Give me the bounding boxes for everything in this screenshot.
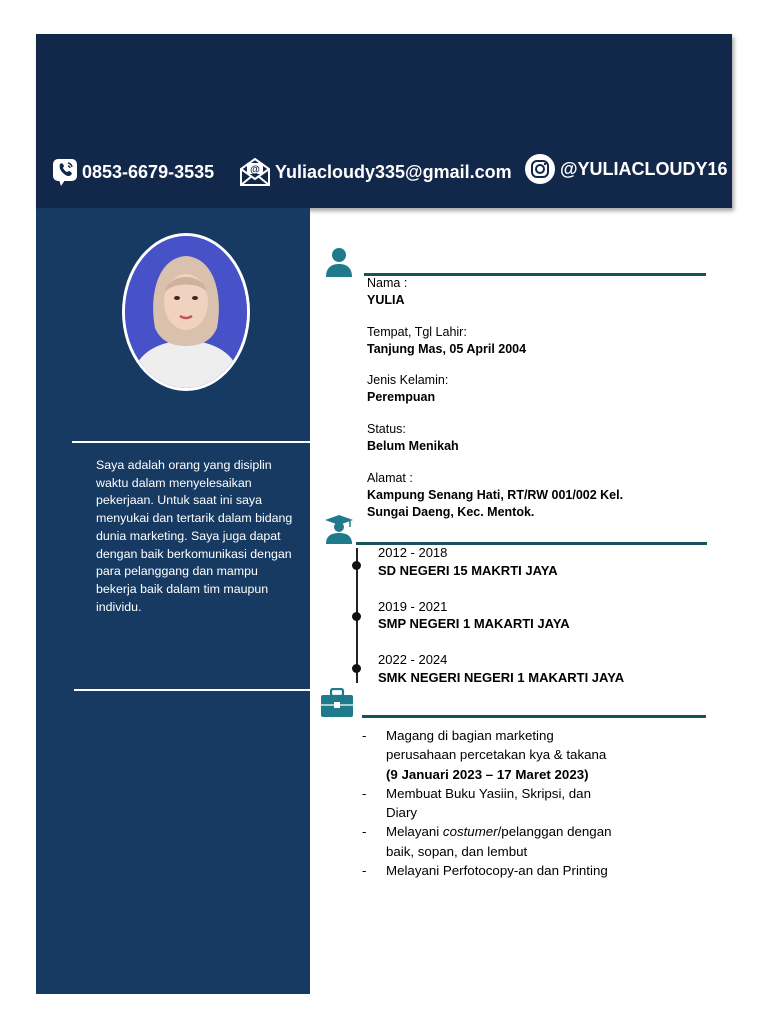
experience-item-3-post: /pelanggan dengan baik, sopan, dan lembut bbox=[386, 824, 612, 859]
about-text: Saya adalah orang yang disiplin waktu dalam menyelesaikan pekerjaan. Untuk saat ini saya menyukai dan tertarik dalam bidang dunia marketing. Saya juga dapat dengan baik berkomunikasi dengan para pelanggang dan mampu bekerja baik dalam tim maupun individu. bbox=[96, 458, 293, 614]
birth-label: Tempat, Tgl Lahir: bbox=[367, 325, 467, 339]
personal-section-line bbox=[364, 273, 706, 276]
list-dash: - bbox=[362, 728, 367, 743]
list-item bbox=[362, 822, 652, 861]
gender-value: Perempuan bbox=[367, 390, 436, 404]
address-line-1: Kampung Senang Hati, RT/RW 001/002 Kel. bbox=[367, 488, 624, 502]
timeline-dot bbox=[352, 612, 361, 621]
briefcase-icon bbox=[320, 688, 354, 718]
experience-item-3-italic: costumer bbox=[442, 824, 498, 840]
experience-item-2: Membuat Buku Yasiin, Skripsi, dan Diary bbox=[386, 785, 591, 821]
list-dash: - bbox=[362, 863, 367, 879]
instagram-handle[interactable]: @YULIACLOUDY16 bbox=[560, 158, 728, 179]
person-icon bbox=[325, 246, 353, 278]
sidebar-divider-bottom bbox=[74, 689, 310, 691]
list-dash: - bbox=[362, 785, 367, 801]
experience-item-1-line-2: perusahaan percetakan kya & takana bbox=[386, 747, 607, 763]
svg-text:@: @ bbox=[250, 164, 260, 176]
phone-icon bbox=[52, 157, 78, 187]
email-contact bbox=[239, 154, 512, 190]
status-label: Status: bbox=[367, 422, 406, 436]
instagram-icon bbox=[524, 153, 556, 185]
email-address[interactable]: Yuliacloudy335@gmail.com bbox=[275, 161, 512, 182]
list-item bbox=[362, 784, 652, 823]
address-label: Alamat : bbox=[367, 471, 413, 485]
birth-value: Tanjung Mas, 05 April 2004 bbox=[367, 342, 527, 356]
experience-section-line bbox=[362, 715, 706, 718]
list-dash: - bbox=[362, 824, 367, 840]
education-years: 2022 - 2024 bbox=[378, 652, 448, 667]
experience-item-4: Melayani Perfotocopy-an dan Printing bbox=[386, 863, 608, 879]
name-value: YULIA bbox=[367, 293, 405, 307]
list-item bbox=[362, 861, 652, 880]
address-line-2: Sungai Daeng, Kec. Mentok. bbox=[367, 505, 535, 519]
experience-item-1-dates: (9 Januari 2023 – 17 Maret 2023) bbox=[386, 766, 589, 782]
email-icon bbox=[239, 157, 271, 187]
experience-item-1-line-1: Magang di bagian marketing bbox=[386, 728, 554, 743]
experience-item-3-pre: Melayani bbox=[386, 824, 443, 840]
instagram-contact bbox=[524, 151, 728, 187]
graduation-icon bbox=[324, 514, 354, 544]
education-years: 2012 - 2018 bbox=[378, 545, 448, 560]
education-school: SMP NEGERI 1 MAKARTI JAYA bbox=[378, 616, 570, 631]
experience-item-3 bbox=[386, 822, 636, 861]
sidebar-divider-top bbox=[72, 441, 310, 443]
education-school: SMK NEGERI NEGERI 1 MAKARTI JAYA bbox=[378, 670, 625, 685]
education-school: SD NEGERI 15 MAKRTI JAYA bbox=[378, 563, 558, 578]
profile-photo bbox=[122, 233, 250, 391]
phone-number[interactable]: 0853-6679-3535 bbox=[82, 161, 215, 182]
education-years: 2019 - 2021 bbox=[378, 599, 448, 614]
status-value: Belum Menikah bbox=[367, 439, 459, 453]
experience-list bbox=[362, 726, 652, 880]
portrait-illustration bbox=[125, 236, 247, 388]
timeline-dot bbox=[352, 664, 361, 673]
gender-label: Jenis Kelamin: bbox=[367, 373, 449, 387]
phone-contact bbox=[52, 154, 214, 190]
name-label: Nama : bbox=[367, 276, 408, 290]
timeline-dot bbox=[352, 561, 361, 570]
list-item bbox=[362, 726, 652, 784]
